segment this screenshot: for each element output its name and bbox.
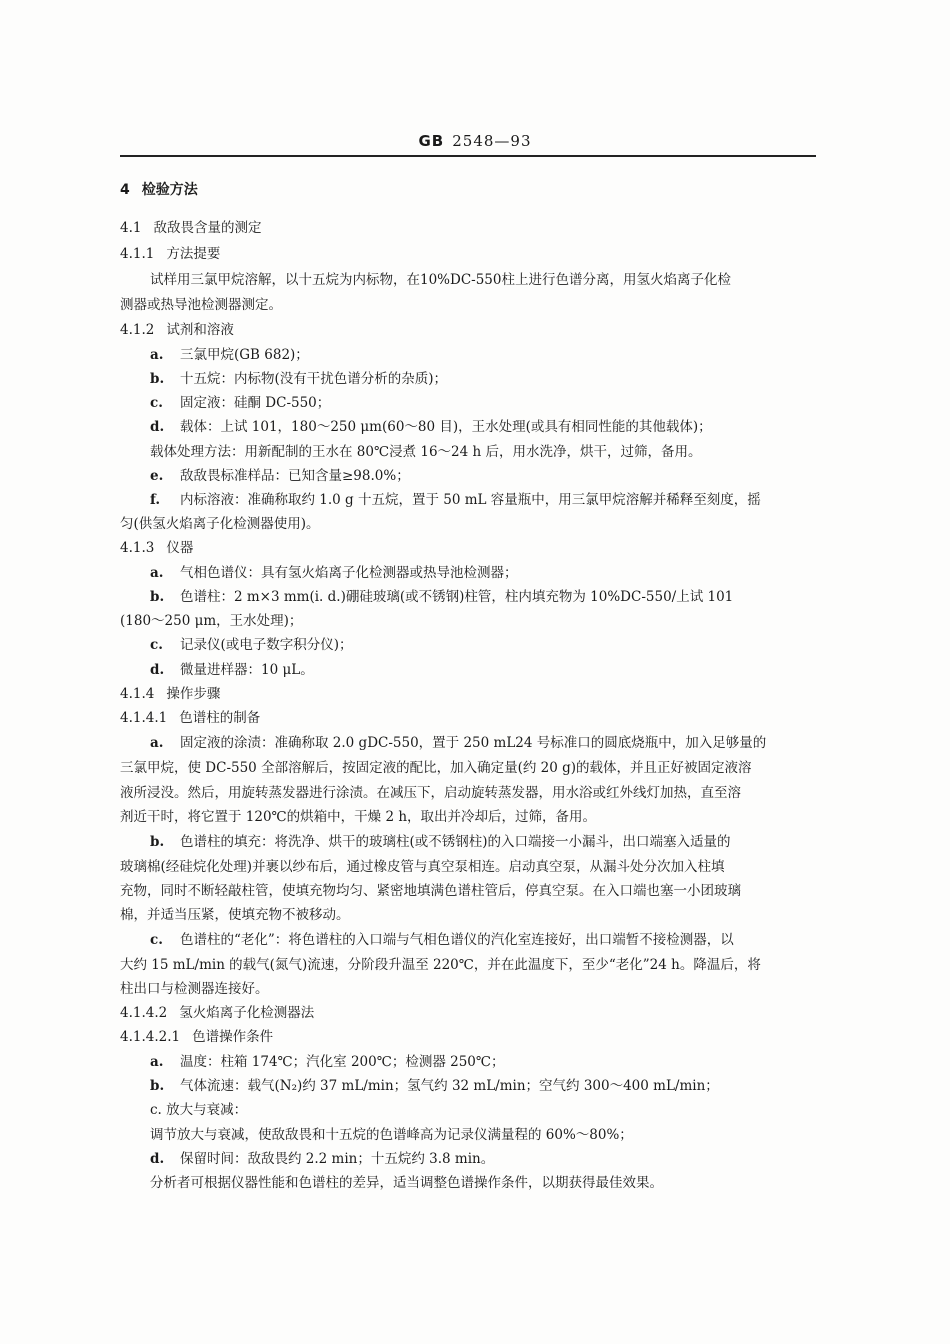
section-heading: 4 检验方法 xyxy=(120,182,198,198)
paragraph-line: 棉，并适当压紧，使填充物不被移动。 xyxy=(120,907,350,923)
subsection-heading: 4.1.3 仪器 xyxy=(120,540,194,556)
paragraph-line: 三氯甲烷，使 DC-550 全部溶解后，按固定液的配比，加入确定量(约 20 g)的载体，并且正好被固定液溶 xyxy=(120,760,752,776)
subsection-heading: 4.1.4.1 色谱柱的制备 xyxy=(120,710,261,726)
list-item: c. 固定液：硅酮 DC-550； xyxy=(150,395,331,411)
subsection-heading: 4.1 敌敌畏含量的测定 xyxy=(120,220,262,236)
list-item: c. 色谱柱的“老化”：将色谱柱的入口端与气相色谱仪的汽化室连接好，出口端暂不接检测器，以 xyxy=(150,932,734,948)
list-item: a. 气相色谱仪：具有氢火焰离子化检测器或热导池检测器； xyxy=(150,565,518,581)
paragraph-line: 试样用三氯甲烷溶解，以十五烷为内标物，在10%DC-550柱上进行色谱分离，用氢火焰离子化检 xyxy=(150,272,731,288)
standard-number: 2548—93 xyxy=(452,132,532,150)
paragraph-line: 大约 15 mL/min 的载气(氮气)流速，分阶段升温至 220℃，并在此温度下，至少“老化”24 h。降温后，将 xyxy=(120,957,761,973)
subsection-heading: 4.1.1 方法提要 xyxy=(120,246,221,262)
paragraph-line: 液所浸没。然后，用旋转蒸发器进行涂渍。在减压下，启动旋转蒸发器，用水浴或红外线灯加热，直至溶 xyxy=(120,785,741,801)
list-item: a. 固定液的涂渍：准确称取 2.0 gDC-550，置于 250 mL24 号标准口的圆底烧瓶中，加入足够量的 xyxy=(150,735,767,751)
paragraph-line: 玻璃棉(经硅烷化处理)并裹以纱布后，通过橡皮管与真空泵相连。启动真空泵，从漏斗处分次加入柱填 xyxy=(120,859,725,875)
list-item: b. 气体流速：载气(N₂)约 37 mL/min；氢气约 32 mL/min；空气约 300～400 mL/min； xyxy=(150,1078,719,1094)
paragraph-line: c. 放大与衰减： xyxy=(150,1102,248,1118)
list-item: b. 十五烷：内标物(没有干扰色谱分析的杂质)； xyxy=(150,371,448,387)
paragraph-line: 载体处理方法：用新配制的王水在 80℃浸煮 16～24 h 后，用水洗净，烘干，过筛，备用。 xyxy=(150,444,702,460)
list-item: b. 色谱柱：2 m×3 mm(i. d.)硼硅玻璃(或不锈钢)柱管，柱内填充物为 10%DC-550/上试 101 xyxy=(150,589,734,605)
paragraph-line: 测器或热导池检测器测定。 xyxy=(120,297,282,313)
paragraph-line: 充物，同时不断轻敲柱管，使填充物均匀、紧密地填满色谱柱管后，停真空泵。在入口端也塞一小团玻璃 xyxy=(120,883,741,899)
list-item: d. 微量进样器：10 μL。 xyxy=(150,662,314,678)
subsection-heading: 4.1.2 试剂和溶液 xyxy=(120,322,234,338)
page-header xyxy=(0,132,950,150)
paragraph-line: 调节放大与衰减，使敌敌畏和十五烷的色谱峰高为记录仪满量程的 60%～80%； xyxy=(150,1127,633,1143)
paragraph-line: 柱出口与检测器连接好。 xyxy=(120,981,269,997)
subsection-heading: 4.1.4 操作步骤 xyxy=(120,686,221,702)
subsection-heading: 4.1.4.2 氢火焰离子化检测器法 xyxy=(120,1005,315,1021)
list-item: a. 温度：柱箱 174℃；汽化室 200℃；检测器 250℃； xyxy=(150,1054,505,1070)
list-item: f. 内标溶液：准确称取约 1.0 g 十五烷，置于 50 mL 容量瓶中，用三氯甲烷溶解并稀释至刻度，摇 xyxy=(150,492,761,508)
paragraph-line: 分析者可根据仪器性能和色谱柱的差异，适当调整色谱操作条件，以期获得最佳效果。 xyxy=(150,1175,663,1191)
subsection-heading: 4.1.4.2.1 色谱操作条件 xyxy=(120,1029,274,1045)
paragraph-line: (180～250 μm，王水处理)； xyxy=(120,613,303,629)
paragraph-line: 匀(供氢火焰离子化检测器使用)。 xyxy=(120,516,320,532)
list-item: c. 记录仪(或电子数字积分仪)； xyxy=(150,637,353,653)
list-item: d. 保留时间：敌敌畏约 2.2 min；十五烷约 3.8 min。 xyxy=(150,1151,495,1167)
header-rule xyxy=(120,155,816,157)
standard-code: GB xyxy=(418,132,445,150)
paragraph-line: 剂近干时，将它置于 120℃的烘箱中，干燥 2 h，取出并冷却后，过筛，备用。 xyxy=(120,809,597,825)
list-item: d. 载体：上试 101，180～250 μm(60～80 目)，王水处理(或具有相同性能的其他载体)； xyxy=(150,419,712,435)
list-item: b. 色谱柱的填充：将洗净、烘干的玻璃柱(或不锈钢柱)的入口端接一小漏斗，出口端塞入适量的 xyxy=(150,834,731,850)
list-item: a. 三氯甲烷(GB 682)； xyxy=(150,347,309,363)
list-item: e. 敌敌畏标准样品：已知含量≥98.0%； xyxy=(150,468,410,484)
